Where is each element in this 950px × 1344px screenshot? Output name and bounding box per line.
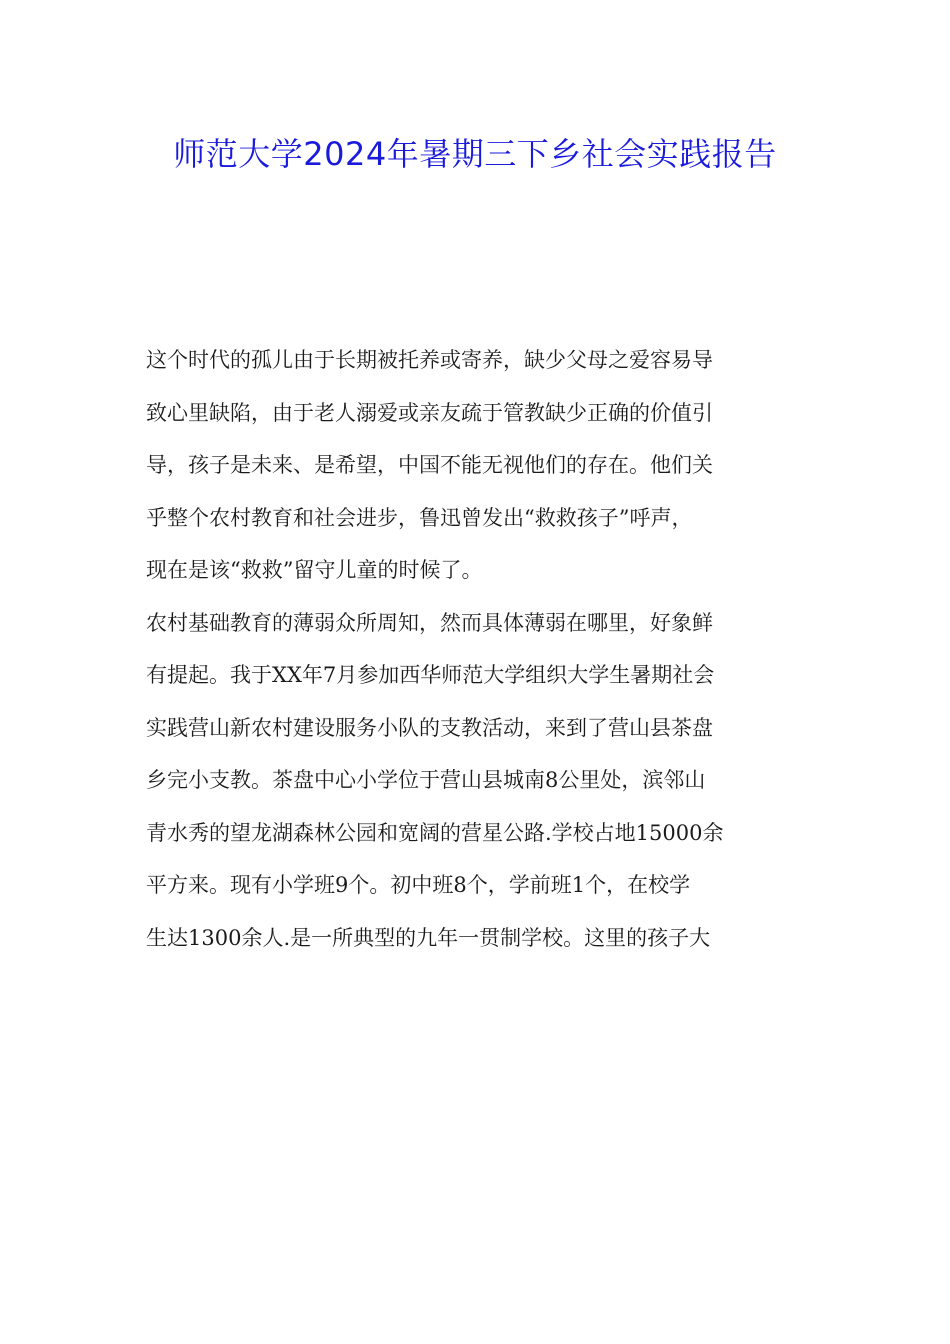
text-line: 青水秀的望龙湖森林公园和宽阔的营星公路.学校占地15000余 xyxy=(146,820,724,845)
text-line: 乎整个农村教育和社会进步，鲁迅曾发出“救救孩子”呼声， xyxy=(146,505,693,530)
text-line: 平方来。现有小学班9个。初中班8个，学前班1个，在校学 xyxy=(146,873,691,897)
text-line: 乡完小支教。茶盘中心小学位于营山县城南8公里处，滨邻山 xyxy=(146,768,706,792)
text-line: 农村基础教育的薄弱众所周知，然而具体薄弱在哪里，好象鲜 xyxy=(146,610,713,635)
document-body xyxy=(146,334,806,964)
text-line: 导，孩子是未来、是希望，中国不能无视他们的存在。他们关 xyxy=(146,453,713,477)
text-line: 生达1300余人.是一所典型的九年一贯制学校。这里的孩子大 xyxy=(146,925,711,950)
text-line: 致心里缺陷，由于老人溺爱或亲友疏于管教缺少正确的价值引 xyxy=(146,400,713,425)
text-line: 有提起。我于XX年7月参加西华师范大学组织大学生暑期社会 xyxy=(146,663,715,687)
text-line: 实践营山新农村建设服务小队的支教活动，来到了营山县茶盘 xyxy=(146,715,713,740)
document-title: 师范大学2024年暑期三下乡社会实践报告 xyxy=(173,135,777,173)
text-line: 这个时代的孤儿由于长期被托养或寄养，缺少父母之爱容易导 xyxy=(146,348,713,372)
text-line: 现在是该“救救”留守儿童的时候了。 xyxy=(146,558,483,582)
